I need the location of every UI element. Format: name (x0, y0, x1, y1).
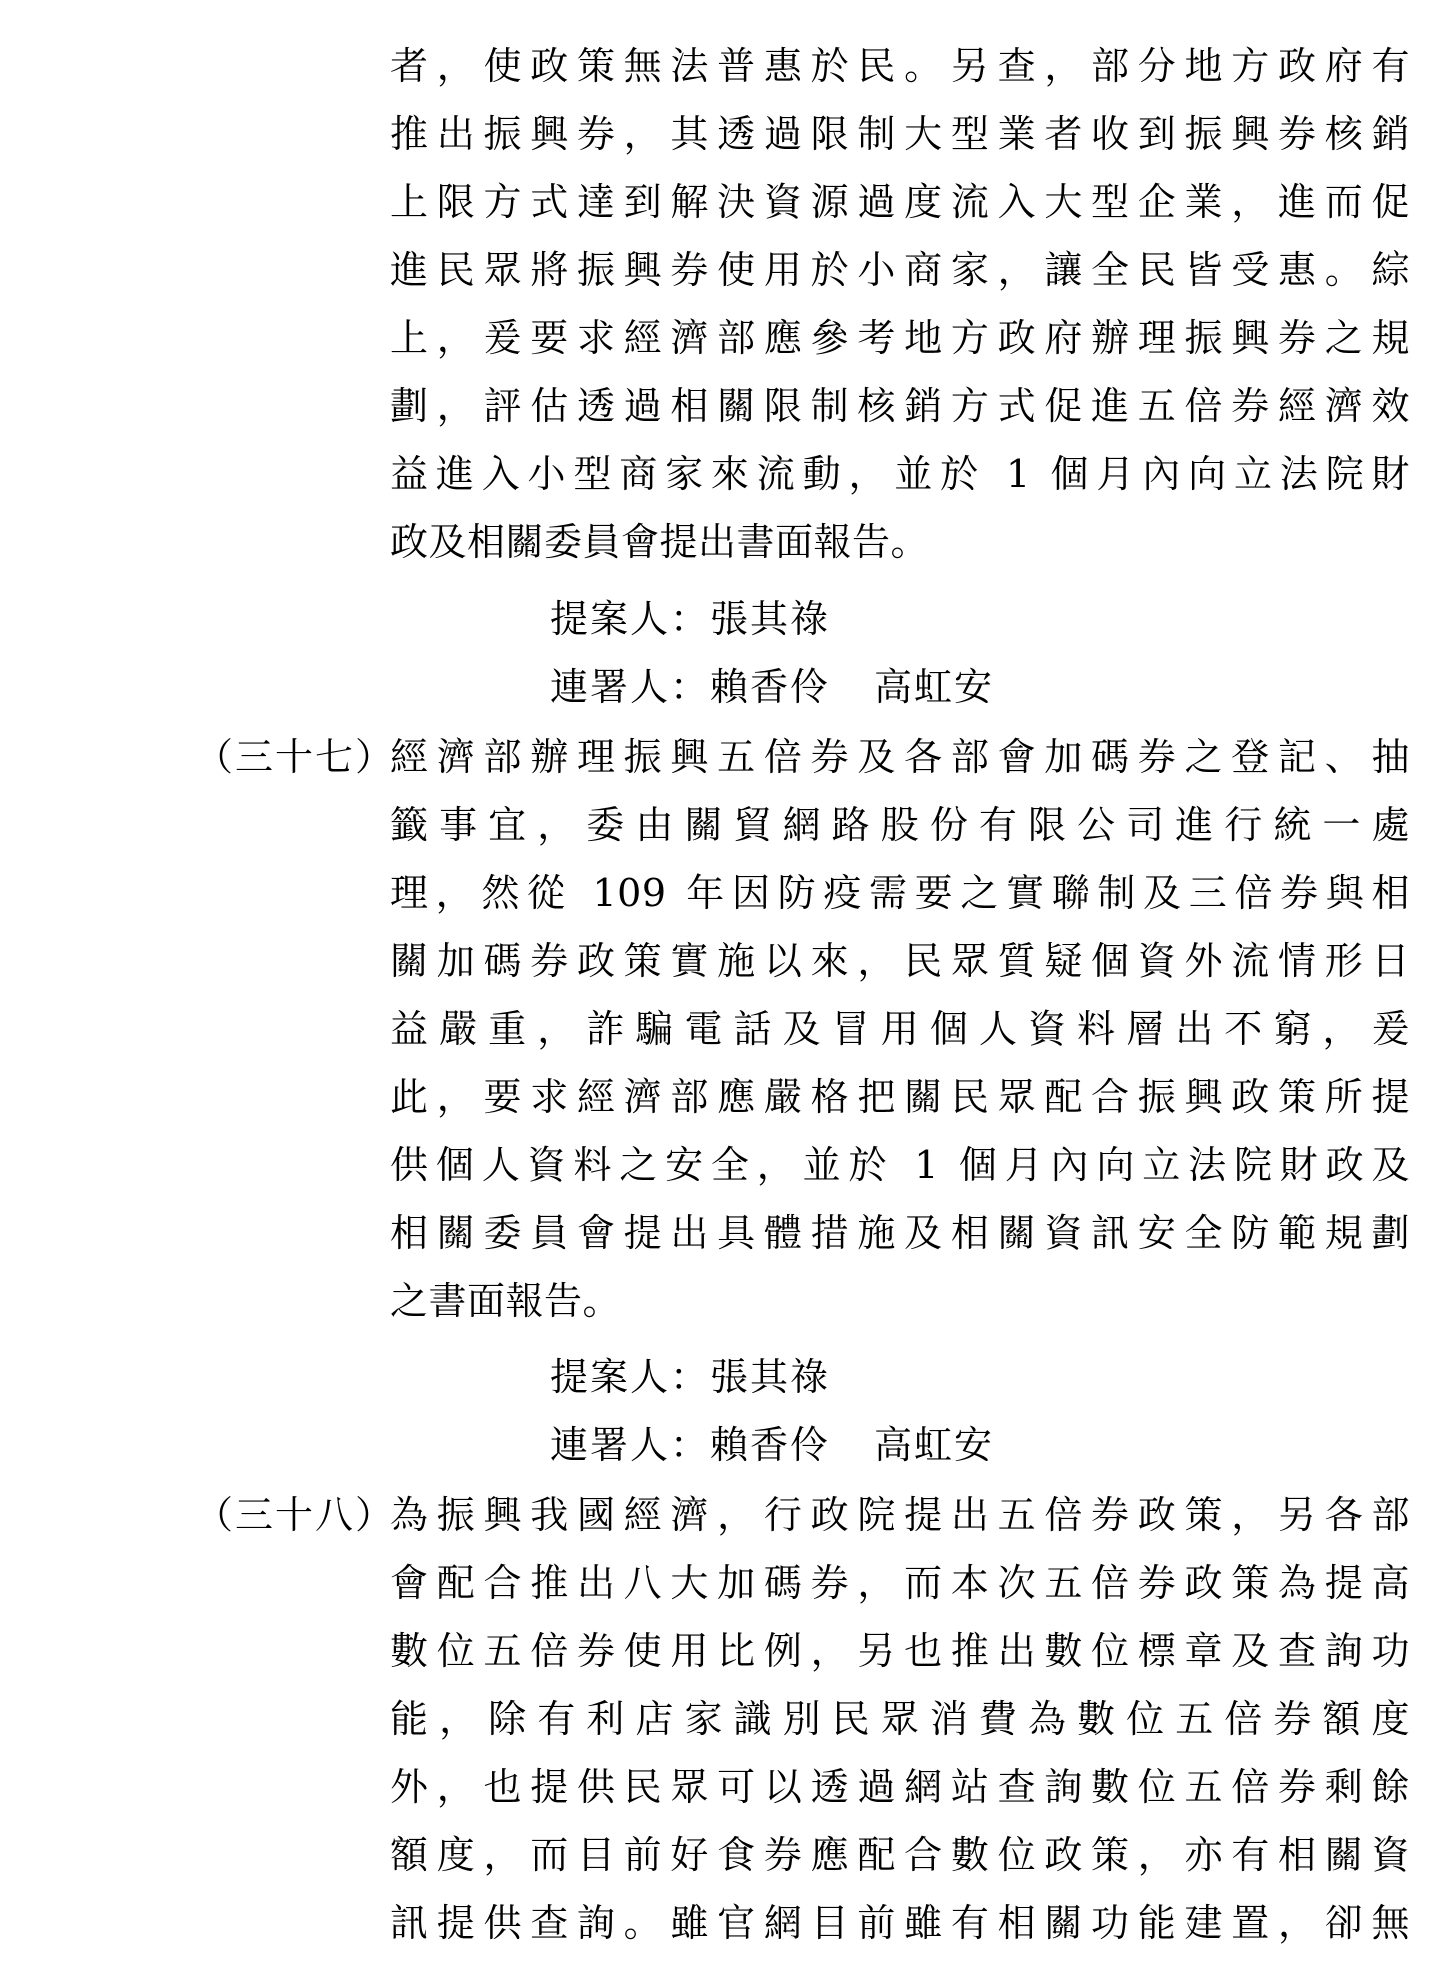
text-line: 之書面報告。 (390, 1279, 622, 1323)
proposer-line (550, 597, 830, 641)
text-line: 進民眾將振興券使用於小商家，讓全民皆受惠。綜 (390, 248, 1410, 292)
text-line: 政及相關委員會提出書面報告。 (390, 520, 930, 564)
text-line: 經濟部辦理振興五倍券及各部會加碼券之登記、抽 (390, 735, 1410, 779)
cosigner-label: 連署人： (550, 1423, 711, 1467)
text-line: 上限方式達到解決資源過度流入大型企業，進而促 (390, 180, 1410, 224)
proposer-name: 張其祿 (710, 597, 831, 641)
text-line: 關加碼券政策實施以來，民眾質疑個資外流情形日 (390, 939, 1410, 983)
text-line: 能，除有利店家識別民眾消費為數位五倍券額度 (390, 1697, 1410, 1741)
text-line: 供個人資料之安全，並於 1 個月內向立法院財政及 (390, 1143, 1410, 1187)
text-line: 會配合推出八大加碼券，而本次五倍券政策為提高 (390, 1561, 1410, 1605)
text-line: 上，爰要求經濟部應參考地方政府辦理振興券之規 (390, 316, 1410, 360)
proposer-label: 提案人： (550, 597, 711, 641)
cosigner-name: 賴香伶 (710, 1423, 831, 1467)
text-line: 數位五倍券使用比例，另也推出數位標章及查詢功 (390, 1629, 1410, 1673)
text-line: 益進入小型商家來流動，並於 1 個月內向立法院財 (390, 452, 1410, 496)
text-line: 者，使政策無法普惠於民。另查，部分地方政府有 (390, 44, 1410, 88)
text-line: 訊提供查詢。雖官網目前雖有相關功能建置，卻無 (390, 1901, 1410, 1945)
text-line: 外，也提供民眾可以透過網站查詢數位五倍券剩餘 (390, 1765, 1410, 1809)
text-line: 理，然從 109 年因防疫需要之實聯制及三倍券與相 (390, 871, 1410, 915)
text-line: 為振興我國經濟，行政院提出五倍券政策，另各部 (390, 1493, 1410, 1537)
proposer-line (550, 1355, 830, 1399)
cosigner-line (550, 665, 994, 709)
cosigner-name: 高虹安 (874, 665, 995, 709)
proposer-name: 張其祿 (710, 1355, 831, 1399)
text-line: 籤事宜，委由關貿網路股份有限公司進行統一處 (390, 803, 1410, 847)
item-number: （三十八） (195, 1493, 396, 1537)
text-line: 劃，評估透過相關限制核銷方式促進五倍券經濟效 (390, 384, 1410, 428)
proposer-label: 提案人： (550, 1355, 711, 1399)
text-line: 推出振興券，其透過限制大型業者收到振興券核銷 (390, 112, 1410, 156)
cosigner-line (550, 1423, 994, 1467)
cosigner-name: 賴香伶 (710, 665, 831, 709)
cosigner-name: 高虹安 (874, 1423, 995, 1467)
item-number: （三十七） (195, 735, 396, 779)
cosigner-label: 連署人： (550, 665, 711, 709)
text-line: 益嚴重，詐騙電話及冒用個人資料層出不窮，爰 (390, 1007, 1410, 1051)
text-line: 此，要求經濟部應嚴格把關民眾配合振興政策所提 (390, 1075, 1410, 1119)
text-line: 相關委員會提出具體措施及相關資訊安全防範規劃 (390, 1211, 1410, 1255)
text-line: 額度，而目前好食券應配合數位政策，亦有相關資 (390, 1833, 1410, 1877)
